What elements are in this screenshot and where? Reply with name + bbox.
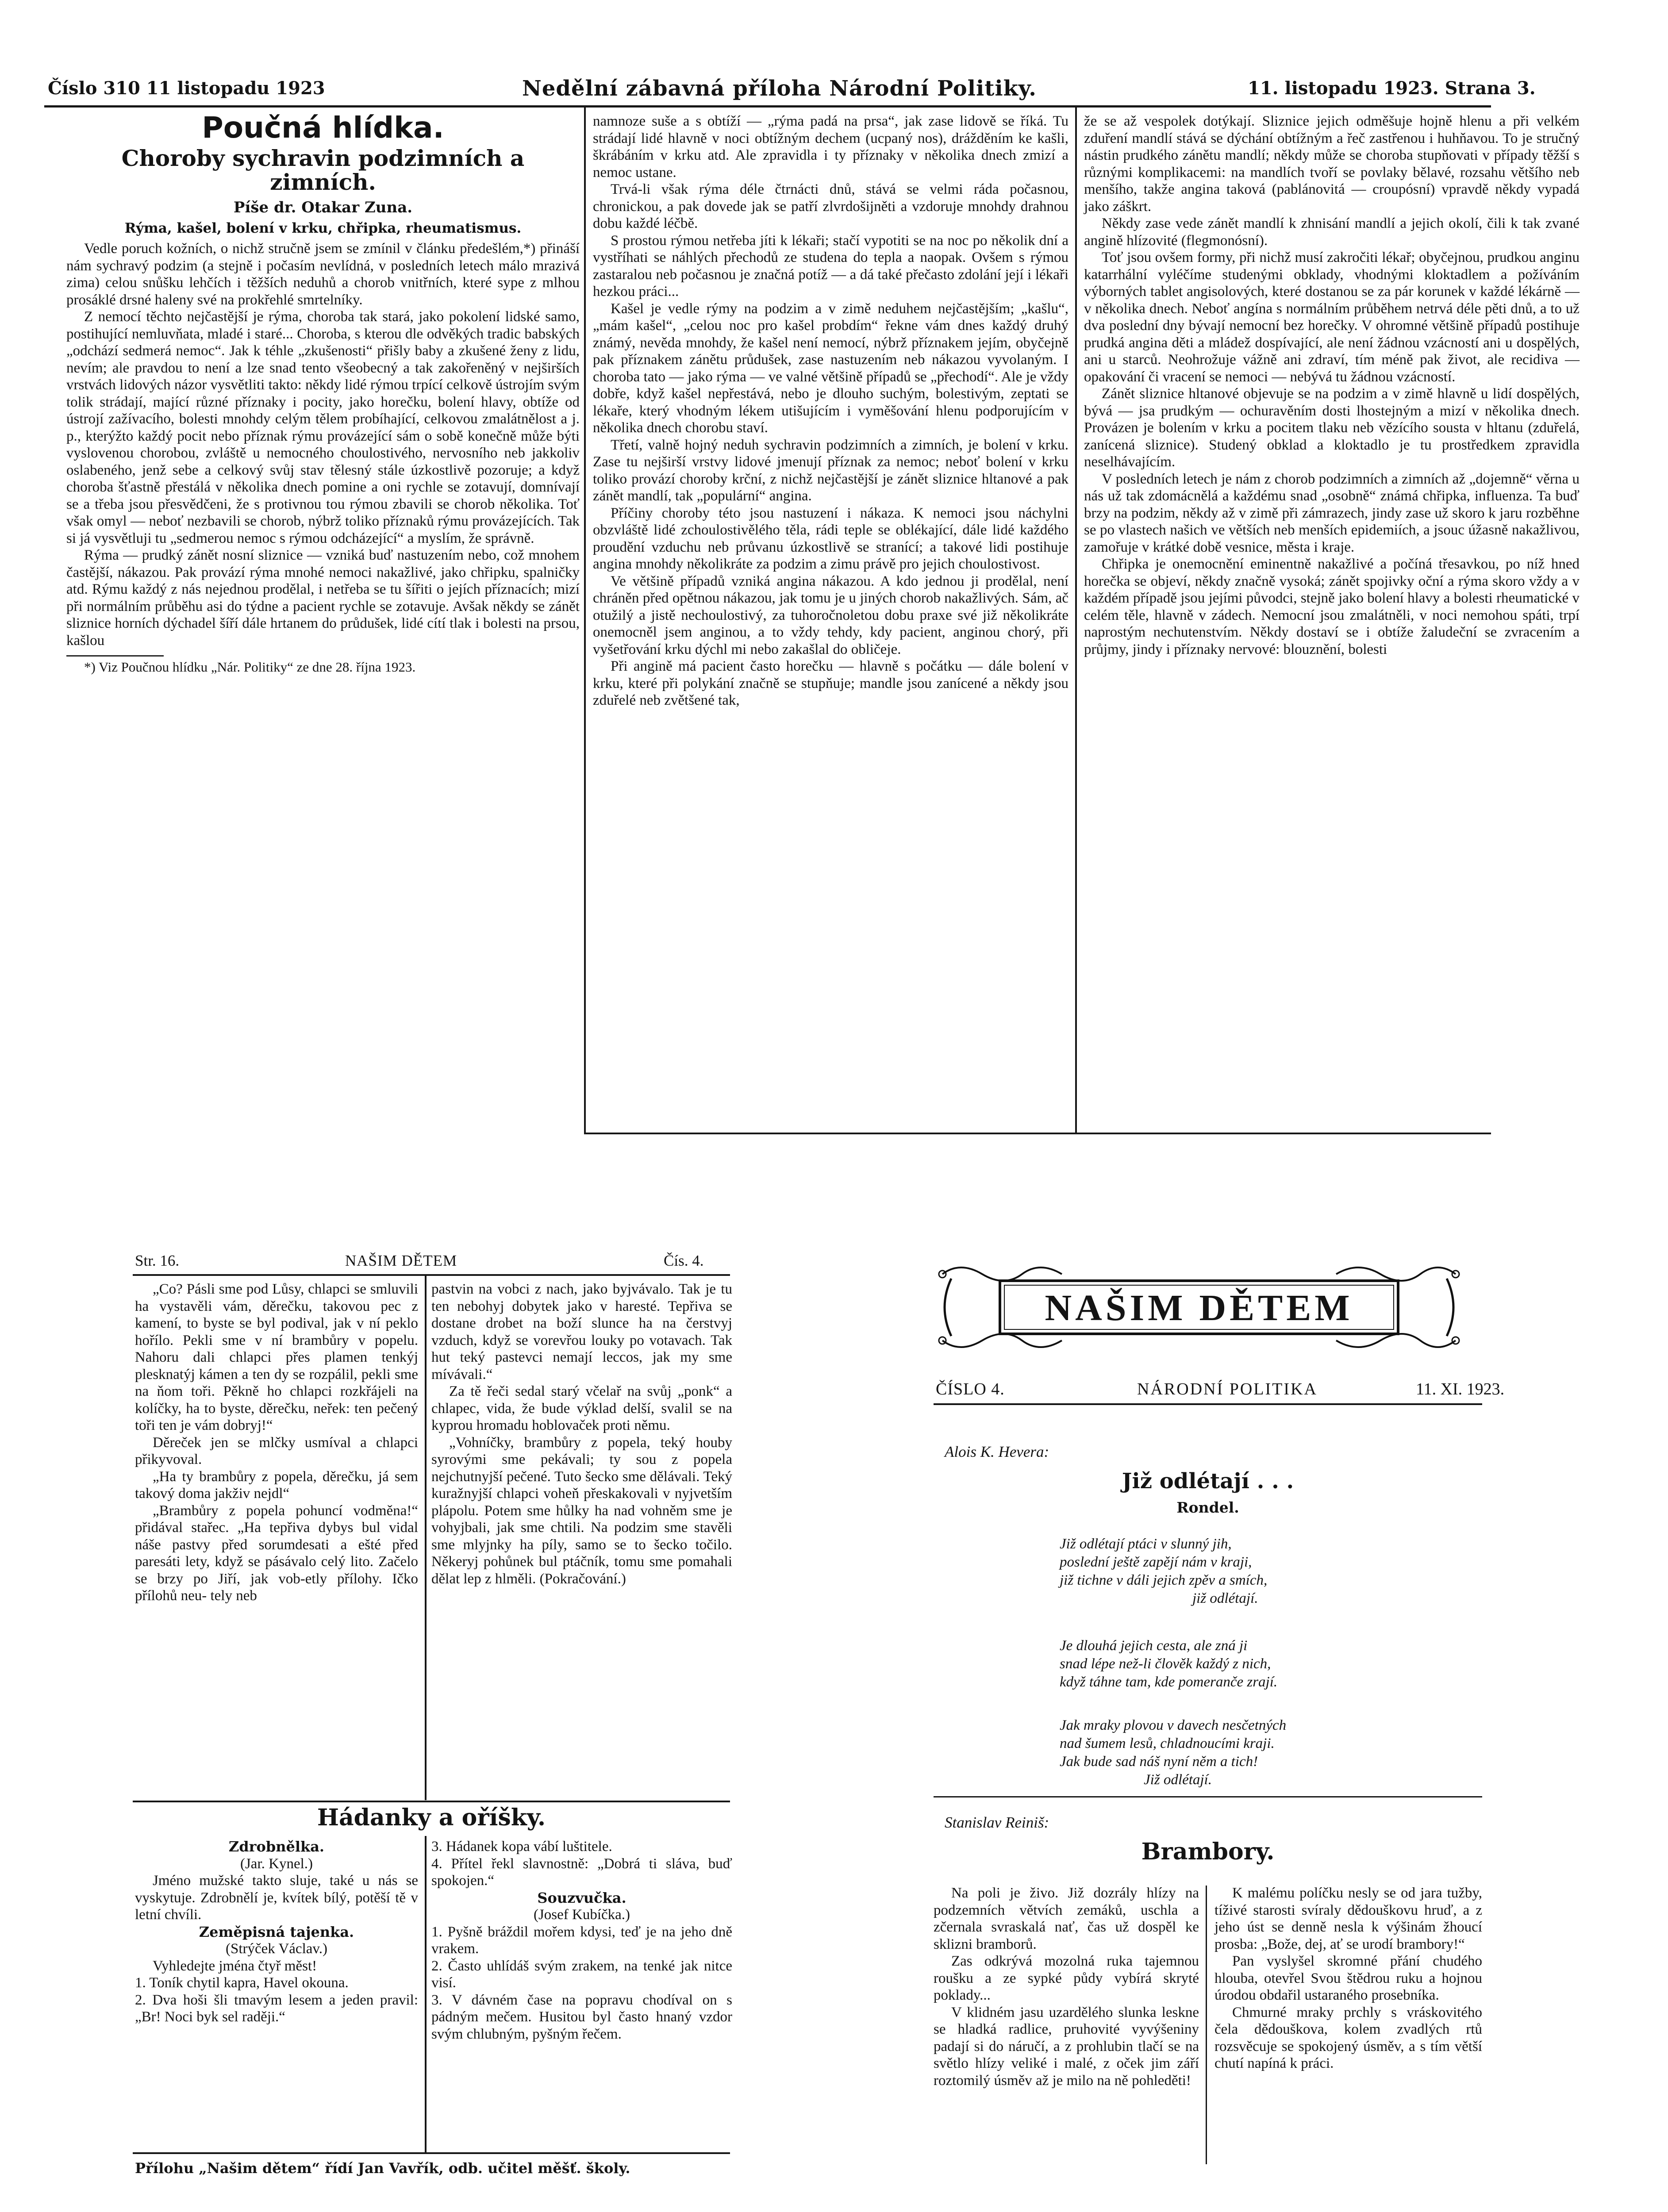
paragraph: Rýma — prudký zánět nosní sliznice — vzniká buď nastuzením nebo, což mnohem častější, nákazou. Pak provází rýma mnohé nemoci nakažlivé, jako chřipku, spalničky atd. Rýmu každý z nás nejednou prodělal, i netřeba se tu šířiti o jejích příznacích; mizí při normálním průběhu asi do týdne a pacient rychle se zotavuje. Avšak někdy se zánět sliznice horních dýchadel šíří dále hrtanem do průdušek, lidé cítí tlak i bolesti na prsou, kašlou xyxy=(66,547,580,649)
article-column-3 xyxy=(1084,113,1580,658)
riddle-author: (Josef Kubíčka.) xyxy=(533,1907,630,1923)
story-column-divider xyxy=(425,1276,427,1800)
paragraph: Při angině má pacient často horečku — hlavně s počátku — dále bolení v krku, které při polykání značně se stupňuje; mandle jsou zanícené a někdy jsou zduřelé neb zvětšené tak, xyxy=(593,658,1068,708)
section-rule xyxy=(584,1133,1491,1134)
article-body xyxy=(66,240,580,649)
paragraph: Někdy zase vede zánět mandlí k zhnisání mandlí a jejich okolí, čili k tak zvané angině hlízovité (flegmonósní). xyxy=(1084,215,1580,249)
riddle-title: Souzvučka. xyxy=(537,1889,626,1906)
rubric-title: Poučná hlídka. xyxy=(202,111,444,145)
riddles-column-divider xyxy=(425,1836,427,2152)
article-title: Choroby sychravin podzimních a zimních. xyxy=(121,145,525,195)
article-byline: Píše dr. Otakar Zuna. xyxy=(233,199,413,216)
poem-stanza xyxy=(1060,1535,1440,1608)
story-column-1 xyxy=(135,1281,418,1605)
paragraph: pastvin na vobci z nach, jako byjvávalo. Tak je tu ten nebohyj dobytek jako v haresté. Tepřiva se dostane drobet na boží slunce ha na čerstvyj vzduch, když se vorevřou louky po votavach. Tak hut teký pastevci nemají leccos, jak my sme mívávali.“ xyxy=(431,1281,732,1382)
prose-title: Brambory. xyxy=(1141,1838,1275,1865)
riddle-item: 1. Toník chytil kapra, Havel okouna. xyxy=(135,1975,349,1991)
header-rule xyxy=(44,105,1491,108)
paragraph: Vedle poruch kožních, o nichž stručně jsem se zmínil v článku předešlém,*) přináší nám sychravý podzim (a stejně i počasím nevlídná, v posledních letech málo mrazivá zima) celou snůšku lehčích i těžších neduhů a chorob vnitřních, které sype z mlhou prosáklé drsné haleny své na prokřehlé smrtelníky. xyxy=(66,241,580,308)
footnote: *) Viz Poučnou hlídku „Nár. Politiky“ ze dne 28. října 1923. xyxy=(84,659,416,675)
prose-author: Stanislav Reiniš: xyxy=(945,1814,1049,1831)
paragraph: Příčiny choroby této jsou nastuzení i nákaza. K nemoci jsou náchylni obzvláště lidé zchoulostivělého těla, rádi teple se oblékající, dále lidé každého proudění vzduchu neb průvanu úzkostlivě se stranící; a takové lidi postihuje angina mnohdy několikráte za podzim a zimu právě pro jejich choulostivost. xyxy=(593,505,1068,572)
paragraph: S prostou rýmou netřeba jíti k lékaři; stačí vypotiti se na noc po několik dní a vystříhati se náhlých přechodů ze studena do tepla a naopak. Ovšem s rýmou zastaralou neb počasnou je značná potíž — a dá také přečasto zdolání její i lékaři hezkou práci... xyxy=(593,232,1068,300)
article-column-1 xyxy=(66,111,580,675)
riddle-item: 1. Pyšně bráždil mořem kdysi, teď je na jeho dně vrakem. xyxy=(431,1924,732,1957)
masthead-rule xyxy=(934,1403,1482,1405)
riddles-rule xyxy=(133,1801,730,1802)
prose-column-divider xyxy=(1206,1886,1207,2164)
page-header-right: 11. listopadu 1923. Strana 3. xyxy=(1248,78,1536,99)
riddle-item: 4. Přítel řekl slavnostně: „Dobrá ti sláva, buď spokojen.“ xyxy=(431,1855,732,1889)
paragraph: „Ha ty brambůry z popela, děrečku, já sem takový doma jakživ nejdl“ xyxy=(135,1468,418,1502)
riddles-column-1 xyxy=(135,1838,418,2026)
page-header-center: Nedělní zábavná příloha Národní Politiky. xyxy=(522,76,1037,101)
riddles-title: Hádanky a oříšky. xyxy=(317,1804,546,1831)
footer-rule xyxy=(133,2152,730,2154)
column-divider xyxy=(584,108,586,1134)
paragraph: Trvá-li však rýma déle čtrnácti dnů, stává se velmi ráda počasnou, chronickou, a pak dovede jak se patří zlvrdošijněti a vzdoruje mnohdy drahnou dobu každé léčbě. xyxy=(593,181,1068,231)
riddle-item: 2. Často uhlídáš svým zrakem, na tenké jak nitce visí. xyxy=(431,1958,732,1991)
children-issue-number: Čís. 4. xyxy=(664,1252,704,1269)
article-column-2 xyxy=(593,113,1068,709)
paragraph: Na poli je živo. Již dozrály hlízy na podzemních větvích zemáků, uschla a zčernala svraskalá nať, čas už dospěl ke sklizni bramborů. xyxy=(934,1885,1199,1952)
paper-name: NÁRODNÍ POLITIKA xyxy=(1137,1380,1318,1398)
paragraph: že se až vespolek dotýkají. Sliznice jejich odměšuje hojně hlenu a při velkém zduření mandlí stává se dýchání obtížným a řeč zastřenou i huhňavou. To je stručný nástin prudkého zánětu mandlí; někdy může se choroba stupňovati v případy těžší s různými komplikacemi: na mandlích tvoří se povlaky bělavé, rozsahu většího neb menšího, takže angina taková (pablánovitá — croupósní) vpravdě někdy vypadá jako záškrt. xyxy=(1084,113,1580,215)
paragraph: Zas odkrývá mozolná ruka tajemnou roušku a ze sypké půdy vybírá skryté poklady... xyxy=(934,1953,1199,2003)
paragraph: „Vohníčky, brambůry z popela, teký houby syrovými sme pekávali; ty sou z popela nejchutnyjší pečené. Tuto šecko sme dělávali. Teký kuražnyjší chlapci voheň přeskakovali v nyjvetším plápolu. Potem sme hůlky ha nad vohněm sme je vohyjbali, jak sme chtili. Na podzim sme stavěli sme mlyjnky ha píly, samo se to šecko točilo. Někeryj pohůnek bul ptáčník, tomu sme pomahali dělat lep z hlměli. (Pokračování.) xyxy=(431,1434,732,1587)
poem-line: Je dlouhá jejich cesta, ale zná ji xyxy=(1060,1638,1248,1654)
paragraph: Třetí, valně hojný neduh sychravin podzimních a zimních, je bolení v krku. Zase tu nejširší vrstvy lidové jmenují příznak za nemoc; neboť bolení v krku toliko provází choroby krční, z nichž nejčastější je zánět sliznice hltanové a pak zánět mandlí, tak „populární“ angina. xyxy=(593,437,1068,504)
poem-line: snad lépe než-li člověk každý z nich, xyxy=(1060,1656,1271,1672)
paragraph: V klidném jasu uzardělého slunka leskne se hladká radlice, pruhovité vyvýšeniny padají si do náručí, a z prohlubin tlačí se na světlo hlízy veliké i malé, z oček jim září roztomilý úsměv až je milo na ně pohleděti! xyxy=(934,2004,1199,2089)
riddle-author: (Jar. Kynel.) xyxy=(240,1855,313,1872)
poem-line: když táhne tam, kde pomeranče zrají. xyxy=(1060,1674,1278,1690)
poem-title: Již odlétají . . . xyxy=(1122,1469,1294,1494)
poem-line: nad šumem lesů, chladnoucími kraji. xyxy=(1060,1736,1275,1751)
poem-line: Jak mraky plovou v davech nesčetných xyxy=(1060,1717,1287,1733)
paragraph: Ve většině případů vzniká angina nákazou. A kdo jednou ji prodělal, není chráněn před opětnou nákazou, jak tomu je u jiných chorob nakažlivých. Sám, ač otužilý a jistě nechoulostivý, za tuhoročnoletou dobu praxe své již několikráte onemocněl jsem anginou, a to vždy tehdy, kdy pacient, anginou chorý, při vyšetřování krku dýchl mi nebo zakašlal do obličeje. xyxy=(593,573,1068,657)
paragraph: Děreček jen se mlčky usmíval a chlapci přikyvoval. xyxy=(135,1434,418,1467)
prose-column-1 xyxy=(934,1885,1199,2089)
paragraph: namnoze suše a s obtíží — „rýma padá na prsa“, jak zase lidově se říká. Tu strádají lidé hlavně v noci obtížným dechem (ucpaný nos), drážděním ke kašli, škrábáním v krku atd. Ale zpravidla i ty příznaky v několika dnech zmizí a nemoc ustane. xyxy=(593,113,1068,180)
paragraph: „Co? Pásli sme pod Lůsy, chlapci se smluvili ha vystavěli vám, děrečku, takovou pec z kamení, to byste se byl podival, jak v ní peklo hořílo. Pekli sme v ní brambůry v popelu. Nahoru dali chlapci přes plamen tenkýj plesknatýj kámen a ten dy se rozpálil, pekli sme na ňom toři. Pěkně ho chlapci rozkřájeli na kolíčky, ha to byste, děrečku, neřek: ten pečený toři ten je vám dobryj!“ xyxy=(135,1281,418,1433)
riddle-author: (Strýček Václav.) xyxy=(226,1941,327,1957)
page-header-left: Číslo 310 11 listopadu 1923 xyxy=(48,78,325,99)
paragraph: Pan vyslyšel skromné přání chudého hlouba, otevřel Svou štědrou ruku a hojnou úrodou obdařil ustaraného prosebníka. xyxy=(1214,1953,1482,2003)
poem-line: již odlétají. xyxy=(1192,1590,1258,1606)
article-subtitle: Rýma, kašel, bolení v krku, chřipka, rheumatismus. xyxy=(124,220,522,236)
riddle-item: 3. Hádanek kopa vábí luštitele. xyxy=(431,1839,612,1855)
riddle-text: Vyhledejte jména čtyř měst! xyxy=(153,1958,317,1974)
footnote-rule xyxy=(66,655,164,657)
paragraph: Toť jsou ovšem formy, při nichž musí zakročiti lékař; obyčejnou, prudkou anginu katarrhální vyléčíme studenými obklady, vhodnými kloktadlem a požíváním výborných tablet angisolových, které dostanou se za pár korunek v každé lékárně — v několika dnech. Neboť angína s normálním průběhem netrvá déle pěti dnů, a to už dva poslední dny bývají nemocní bez horečky. V ohromné většině případů postihuje prudká angina děti a mládež dospívající, ale není žádnou vzácností ani u dospělých, ani u starců. Neohrožuje vážně ani zdraví, tím méně pak život, ale recidiva — opakování či vracení se nemoci — nebývá tu žádnou vzácností. xyxy=(1084,250,1580,385)
paragraph: Za tě řeči sedal starý včelař na svůj „ponk“ a chlapec, vida, že bude výklad delší, svalil se na kyprou hromadu hoblovaček proti němu. xyxy=(431,1383,732,1433)
paragraph: Kašel je vedle rýmy na podzim a v zimě neduhem nejčastějším; „kašlu“, „mám kašel“, „celou noc pro kašel probdím“ řekne vám dnes každý druhý známý, nevěda mnohdy, že kašel není nemocí, nýbrž příznakem jejím, obyčejně pak příznakem zánětu průdušek, zase nastuzením neb nákazou vyvolaným. I choroba tato — jako rýma — ve valné většině případů se „přechodí“. Ale je vždy dobře, když kašel nepřestává, nebo je dlouho suchým, bolestivým, zeptati se lékaře, který vhodným lékem utišujícím i vyměšování hlenu podporujícím v několika dnech chorobu staví. xyxy=(593,300,1068,436)
issue-date: 11. XI. 1923. xyxy=(1416,1380,1505,1398)
poem-line: Již odlétají. xyxy=(1144,1772,1212,1788)
prose-column-2 xyxy=(1214,1885,1482,2072)
riddle-item: 2. Dva hoši šli tmavým lesem a jeden pravil: „Br! Noci byk sel raději.“ xyxy=(135,1992,418,2025)
poem-line: Již odlétají ptáci v slunný jih, xyxy=(1060,1536,1232,1552)
children-page-number: Str. 16. xyxy=(135,1252,180,1269)
paragraph: Chřipka je onemocnění eminentně nakažlivé a počíná třesavkou, po níž hned horečka se objeví, někdy značně vysoká; zánět spojivky oční a rýma skoro vždy a v každém případě jsou jejími původci, stejně jako bolení hlavy a bolesti rheumatické v celém těle, hlavně v zádech. Nemocní jsou zmalátněli, v noci nemohou spáti, trpí naprostým nechutenstvím. Někdy dostaví se i obtíže žaludeční se zvracením a průjmy, jindy i příznaky nervové: blouznění, bolesti xyxy=(1084,556,1580,657)
paragraph: K malému políčku nesly se od jara tužby, tíživé starosti svíraly dědouškovu hruď, a z jeho úst se denně nesla k výšinám žhoucí prosba: „Bože, dej, ať se urodí brambory!“ xyxy=(1214,1885,1482,1952)
story-column-2 xyxy=(431,1281,732,1587)
poem-stanza xyxy=(1060,1637,1440,1691)
masthead-frame xyxy=(934,1261,1464,1354)
poem-stanza xyxy=(1060,1717,1440,1789)
masthead-title: NAŠIM DĚTEM xyxy=(1045,1287,1353,1329)
poem-line: Jak bude sad náš nyní něm a tich! xyxy=(1060,1754,1258,1770)
riddle-title: Zdrobnělka. xyxy=(228,1838,325,1855)
column-divider xyxy=(1075,108,1077,1134)
riddles-column-2 xyxy=(431,1838,732,2043)
poem-line: poslední ještě zapějí nám v kraji, xyxy=(1060,1554,1252,1570)
paragraph: V posledních letech je nám z chorob podzimních a zimních až „dojemně“ věrna u nás už tak zdomácnělá a každému snad „osobně“ známá chřipka, influenza. Ta buď brzy na podzim, někdy až v zimě při zámrazech, jindy zase už skoro k jaru rozběhne se po vlastech našich ve větších neb menších epidemiích, a jsouc úžasně nakažlivou, zamořuje v krátké době vesnice, města i kraje. xyxy=(1084,471,1580,555)
poem-author: Alois K. Hevera: xyxy=(945,1443,1049,1460)
poem-line: již tichne v dáli jejich zpěv a smích, xyxy=(1060,1572,1268,1588)
riddle-title: Zeměpisná tajenka. xyxy=(199,1923,354,1940)
riddle-text: Jméno mužské takto sluje, také u nás se vyskytuje. Zdrobnělí je, kvítek bílý, potěší tě v letní chvíli. xyxy=(135,1873,418,1923)
children-header-rule xyxy=(133,1274,730,1276)
paragraph: „Brambůry z popela pohuncí vodměna!“ přidával stařec. „Ha tepřiva dybys bul vidal náše pastvy před sorumdesati a ešté před paresáti lety, když se pásávalo celý lito. Začelo se brzy po Jiří, jak vob-etly přílohy. Ičko přílohů neu- tely neb xyxy=(135,1502,418,1604)
paragraph: Chmurné mraky prchly s vráskovitého čela dědouškova, kolem zvadlých rtů rozsvěcuje se spokojený úsměv, a s tím větší chutí napíná k práci. xyxy=(1214,2004,1482,2071)
poem-form: Rondel. xyxy=(1176,1499,1239,1516)
issue-label: ČÍSLO 4. xyxy=(936,1380,1005,1398)
poem-rule xyxy=(934,1796,1482,1797)
paragraph: Z nemocí těchto nejčastější je rýma, choroba tak stará, jako pokolení lidské samo, postihující nemluvňata, mladé i staré... Choroba, s kterou dle odvěkých tradic babských „odchází sedmerá nemoc“. Jak k téhle „zkušenosti“ přišly baby a zkušené ženy z lidu, nevím; ale pravdou to není a lze snad tento všeobecný a tak zakořeněný v nejširších vrstvách lidových názor vysvětliti takto: někdy lidé rýmou trpící celkově ústrojím svým tolik strádají, mající různé příznaky i pocity, jako horečku, bolení hlavy, obtíže od ústrojí zažívacího, bolesti mnohdy celým tělem probíhající, celkovou zmalátnělost a j. p., kterýžto každý pocit nebo příznak rýmu provázející sám o sobě konečně může býti vyslovenou chorobou, zvláště u nemocného choulostivého, nervosního neb jakkoliv oslabeného, jenž sebe a celkový svůj stav tělesný stále úzkostlivě pozoruje; a když choroba šťastně přestálá v několika dnech pomine a oni rychle se zotavují, domnívají se a třeba jsou přesvědčeni, že s protivnou tou rýmou zbavili se chorob několika. Toť však omyl — neboť nezbavili se chorob, nýbrž toliko příznaků rýmu provázejících. Tak si já vysvětluji tu „sedmerou nemoc s rýmou odcházející“ a myslím, že správně. xyxy=(66,309,580,546)
riddle-item: 3. V dávném čase na popravu chodíval on s pádným mečem. Husitou byl často hnaný vzdor svým chlubným, pyšným řečem. xyxy=(431,1992,732,2042)
supplement-editor-note: Přílohu „Našim dětem“ řídí Jan Vavřík, odb. učitel měšť. školy. xyxy=(135,2160,630,2177)
children-page-title: NAŠIM DĚTEM xyxy=(345,1252,457,1269)
paragraph: Zánět sliznice hltanové objevuje se na podzim a v zimě hlavně u lidí dospělých, bývá — jsa prudkým — ochuravěním dosti lhostejným a mizí v několika dnech. Provázen je bolením v krku a pocitem tlaku neb vězícího sousta v hltanu (zduřelá, zanícená sliznice). Studený obklad a kloktadlo je tu prostředkem zpravidla neselhávajícím. xyxy=(1084,386,1580,470)
